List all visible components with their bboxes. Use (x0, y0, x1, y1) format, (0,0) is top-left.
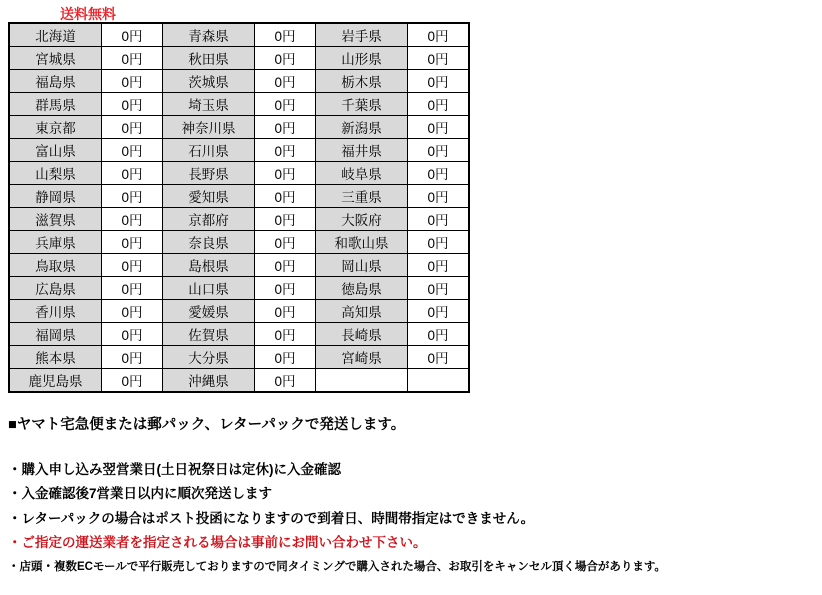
price-cell: 0円 (255, 277, 316, 300)
price-cell: 0円 (102, 47, 163, 70)
prefecture-cell: 沖縄県 (163, 369, 255, 393)
prefecture-cell: 山口県 (163, 277, 255, 300)
price-cell: 0円 (255, 231, 316, 254)
prefecture-cell: 山梨県 (9, 162, 102, 185)
table-row (9, 277, 469, 300)
prefecture-cell: 福井県 (316, 139, 408, 162)
price-cell: 0円 (102, 231, 163, 254)
table-row (9, 185, 469, 208)
price-cell: 0円 (255, 254, 316, 277)
prefecture-cell: 東京都 (9, 116, 102, 139)
table-row (9, 116, 469, 139)
table-row (9, 254, 469, 277)
price-cell: 0円 (408, 323, 470, 346)
prefecture-cell: 島根県 (163, 254, 255, 277)
price-cell: 0円 (408, 162, 470, 185)
table-row (9, 47, 469, 70)
price-cell: 0円 (102, 162, 163, 185)
price-cell: 0円 (255, 70, 316, 93)
free-shipping-banner: 送料無料 (60, 6, 116, 22)
prefecture-cell: 高知県 (316, 300, 408, 323)
table-row (9, 23, 469, 47)
price-cell: 0円 (102, 208, 163, 231)
prefecture-cell: 山形県 (316, 47, 408, 70)
prefecture-cell: 鳥取県 (9, 254, 102, 277)
table-row (9, 300, 469, 323)
price-cell: 0円 (255, 139, 316, 162)
prefecture-cell: 広島県 (9, 277, 102, 300)
prefecture-cell: 栃木県 (316, 70, 408, 93)
prefecture-cell: 三重県 (316, 185, 408, 208)
prefecture-cell: 徳島県 (316, 277, 408, 300)
prefecture-cell: 大阪府 (316, 208, 408, 231)
price-cell: 0円 (102, 277, 163, 300)
prefecture-cell: 福島県 (9, 70, 102, 93)
prefecture-cell: 宮崎県 (316, 346, 408, 369)
prefecture-cell: 滋賀県 (9, 208, 102, 231)
price-cell: 0円 (102, 323, 163, 346)
price-cell: 0円 (255, 47, 316, 70)
price-cell: 0円 (255, 162, 316, 185)
price-cell: 0円 (408, 254, 470, 277)
prefecture-cell: 熊本県 (9, 346, 102, 369)
table-row (9, 93, 469, 116)
prefecture-cell (316, 369, 408, 393)
price-cell: 0円 (255, 185, 316, 208)
prefecture-cell: 長野県 (163, 162, 255, 185)
price-cell: 0円 (408, 277, 470, 300)
table-row (9, 323, 469, 346)
prefecture-cell: 神奈川県 (163, 116, 255, 139)
price-cell: 0円 (255, 300, 316, 323)
price-cell: 0円 (102, 139, 163, 162)
prefecture-cell: 新潟県 (316, 116, 408, 139)
prefecture-cell: 北海道 (9, 23, 102, 47)
price-cell: 0円 (255, 93, 316, 116)
shipping-note-line: ・購入申し込み翌営業日(土日祝祭日は定休)に入金確認 (8, 462, 341, 477)
price-cell (408, 369, 470, 393)
price-cell: 0円 (408, 346, 470, 369)
shipping-note-line: ・レターパックの場合はポスト投函になりますので到着日、時間帯指定はできません。 (8, 510, 535, 526)
shipping-notes-heading: ■ヤマト宅急便または郵パック、レターパックで発送します。 (8, 417, 406, 433)
price-cell: 0円 (408, 93, 470, 116)
prefecture-cell: 京都府 (163, 208, 255, 231)
table-row (9, 70, 469, 93)
prefecture-cell: 福岡県 (9, 323, 102, 346)
shipping-note-line: ・ご指定の運送業者を指定される場合は事前にお問い合わせ下さい。 (8, 534, 427, 550)
table-row (9, 139, 469, 162)
shipping-note-line: ・店頭・複数ECモールで平行販売しておりますので同タイミングで購入された場合、お取引をキャンセル頂く場合があります。 (8, 561, 666, 573)
prefecture-cell: 埼玉県 (163, 93, 255, 116)
prefecture-cell: 石川県 (163, 139, 255, 162)
price-cell: 0円 (408, 116, 470, 139)
prefecture-cell: 宮城県 (9, 47, 102, 70)
table-row (9, 162, 469, 185)
prefecture-cell: 茨城県 (163, 70, 255, 93)
price-cell: 0円 (102, 254, 163, 277)
table-row (9, 208, 469, 231)
price-cell: 0円 (255, 346, 316, 369)
prefecture-cell: 佐賀県 (163, 323, 255, 346)
price-cell: 0円 (255, 369, 316, 393)
prefecture-cell: 静岡県 (9, 185, 102, 208)
prefecture-cell: 和歌山県 (316, 231, 408, 254)
price-cell: 0円 (102, 116, 163, 139)
price-cell: 0円 (255, 116, 316, 139)
price-cell: 0円 (102, 300, 163, 323)
price-cell: 0円 (408, 23, 470, 47)
prefecture-cell: 秋田県 (163, 47, 255, 70)
shipping-fee-table (8, 22, 470, 393)
price-cell: 0円 (408, 208, 470, 231)
price-cell: 0円 (408, 185, 470, 208)
prefecture-cell: 奈良県 (163, 231, 255, 254)
prefecture-cell: 群馬県 (9, 93, 102, 116)
price-cell: 0円 (408, 231, 470, 254)
shipping-fee-table-body (9, 23, 469, 392)
table-row (9, 346, 469, 369)
price-cell: 0円 (255, 23, 316, 47)
table-row (9, 369, 469, 393)
price-cell: 0円 (408, 47, 470, 70)
prefecture-cell: 富山県 (9, 139, 102, 162)
prefecture-cell: 大分県 (163, 346, 255, 369)
prefecture-cell: 香川県 (9, 300, 102, 323)
price-cell: 0円 (102, 93, 163, 116)
price-cell: 0円 (102, 185, 163, 208)
shipping-notes-list (8, 460, 814, 576)
price-cell: 0円 (102, 23, 163, 47)
prefecture-cell: 長崎県 (316, 323, 408, 346)
prefecture-cell: 愛知県 (163, 185, 255, 208)
shipping-note-line: ・入金確認後7営業日以内に順次発送します (8, 486, 273, 502)
price-cell: 0円 (408, 70, 470, 93)
prefecture-cell: 兵庫県 (9, 231, 102, 254)
prefecture-cell: 愛媛県 (163, 300, 255, 323)
price-cell: 0円 (255, 323, 316, 346)
price-cell: 0円 (102, 70, 163, 93)
prefecture-cell: 鹿児島県 (9, 369, 102, 393)
table-row (9, 231, 469, 254)
shipping-notes (8, 413, 814, 580)
price-cell: 0円 (408, 300, 470, 323)
prefecture-cell: 青森県 (163, 23, 255, 47)
prefecture-cell: 千葉県 (316, 93, 408, 116)
prefecture-cell: 岩手県 (316, 23, 408, 47)
price-cell: 0円 (102, 346, 163, 369)
price-cell: 0円 (102, 369, 163, 393)
prefecture-cell: 岐阜県 (316, 162, 408, 185)
price-cell: 0円 (255, 208, 316, 231)
price-cell: 0円 (408, 139, 470, 162)
prefecture-cell: 岡山県 (316, 254, 408, 277)
